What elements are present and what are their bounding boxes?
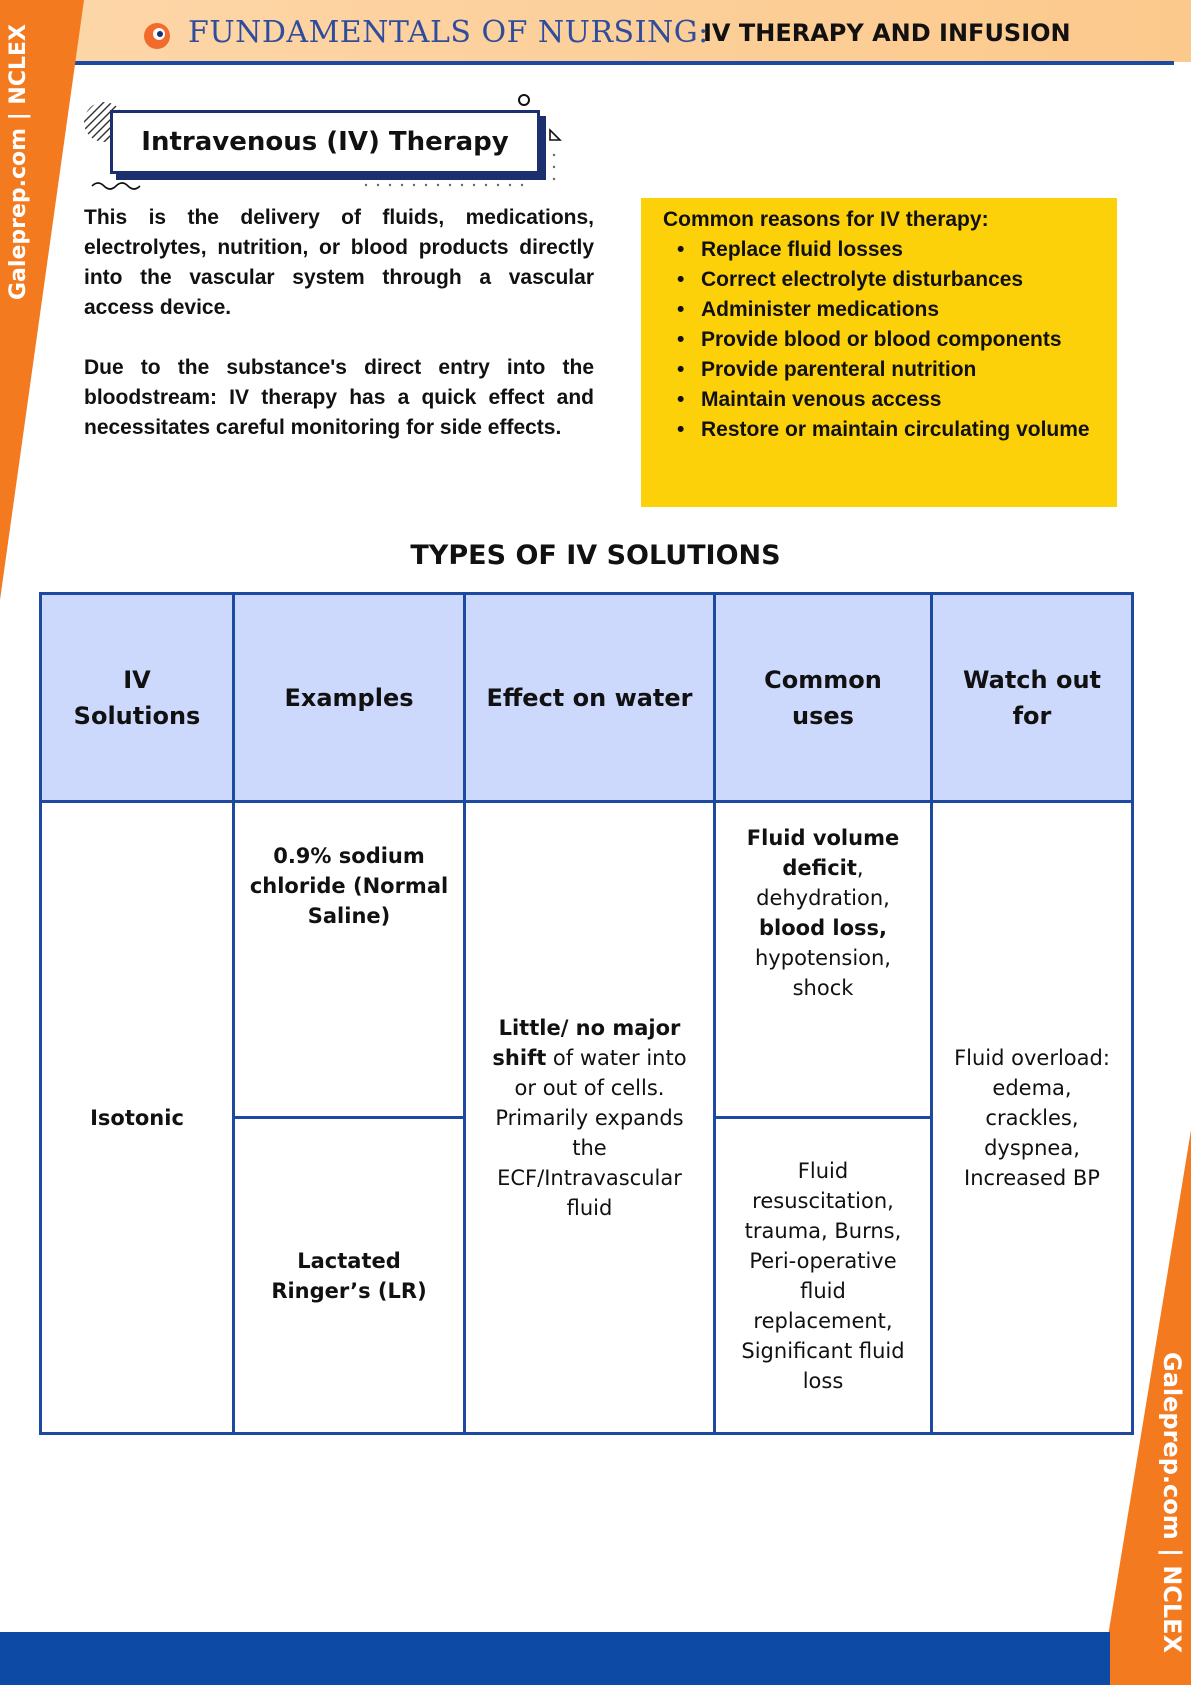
uses-cell: Fluid resuscitation, trauma, Burns, Peri-operative fluid replacement, Significant fluid loss: [715, 1118, 932, 1434]
reason-item: • Restore or maintain circulating volume: [677, 415, 1101, 445]
column-header: Watch out for: [932, 594, 1133, 802]
reason-item: • Replace fluid losses: [677, 235, 1101, 265]
uses-bold-text: blood loss,: [758, 916, 888, 940]
example-cell: 0.9% sodium chloride (Normal Saline): [234, 802, 465, 1118]
column-header: Examples: [234, 594, 465, 802]
column-header: Effect on water: [465, 594, 715, 802]
effect-bold-text: Little/ no major shift: [492, 1015, 681, 1070]
uses-text: , dehydration,: [756, 856, 890, 910]
intro-heading: Intravenous (IV) Therapy: [141, 127, 509, 157]
wave-decoration-icon: [90, 178, 150, 194]
effect-cell: [465, 802, 715, 1434]
intro-paragraph: Due to the substance's direct entry into the bloodstream: IV therapy has a quick effect and necessitates careful monitoring for side effects.: [84, 356, 594, 439]
reasons-list: [677, 235, 1101, 445]
table-header-row: [41, 594, 1133, 802]
uses-bold-text: Fluid volume deficit: [746, 826, 900, 880]
column-header: Common uses: [715, 594, 932, 802]
reason-item: • Provide parenteral nutrition: [677, 355, 1101, 385]
header-title: FUNDAMENTALS OF NURSING:: [188, 15, 709, 50]
circle-decoration-icon: [518, 94, 530, 106]
reason-item: • Maintain venous access: [677, 385, 1101, 415]
intro-paragraph: This is the delivery of fluids, medications, electrolytes, nutrition, or blood products directly into the vascular system through a vascular access device.: [84, 206, 594, 319]
table-row: [41, 802, 1133, 1118]
solution-type-cell: Isotonic: [41, 802, 234, 1434]
uses-cell: [715, 802, 932, 1118]
reason-item: • Provide blood or blood components: [677, 325, 1101, 355]
effect-text: of water into or out of cells. Primarily expands the ECF/Intravascular fluid: [495, 1045, 687, 1220]
iv-solutions-table: [39, 592, 1134, 1435]
reason-item: • Administer medications: [677, 295, 1101, 325]
left-side-label: Galeprep.com | NCLEX: [6, 24, 31, 300]
right-side-label: Galeprep.com | NCLEX: [1158, 1352, 1186, 1654]
triangle-decoration-icon: [548, 128, 562, 142]
footer-band: [0, 1632, 1110, 1685]
example-cell: Lactated Ringer’s (LR): [234, 1118, 465, 1434]
header-rule: [70, 61, 1174, 65]
intro-heading-box: [110, 110, 540, 174]
table-title: TYPES OF IV SOLUTIONS: [410, 540, 781, 571]
uses-text: hypotension, shock: [755, 946, 891, 1000]
header-subtitle: IV THERAPY AND INFUSION: [703, 19, 1071, 47]
logo-icon: [142, 21, 172, 51]
reasons-box: [641, 198, 1117, 507]
watch-cell: Fluid overload: edema, crackles, dyspnea, Increased BP: [932, 802, 1133, 1434]
intro-text: [84, 203, 594, 443]
reasons-title: Common reasons for IV therapy:: [663, 208, 989, 231]
reason-item: • Correct electrolyte disturbances: [677, 265, 1101, 295]
column-header: IV Solutions: [41, 594, 234, 802]
